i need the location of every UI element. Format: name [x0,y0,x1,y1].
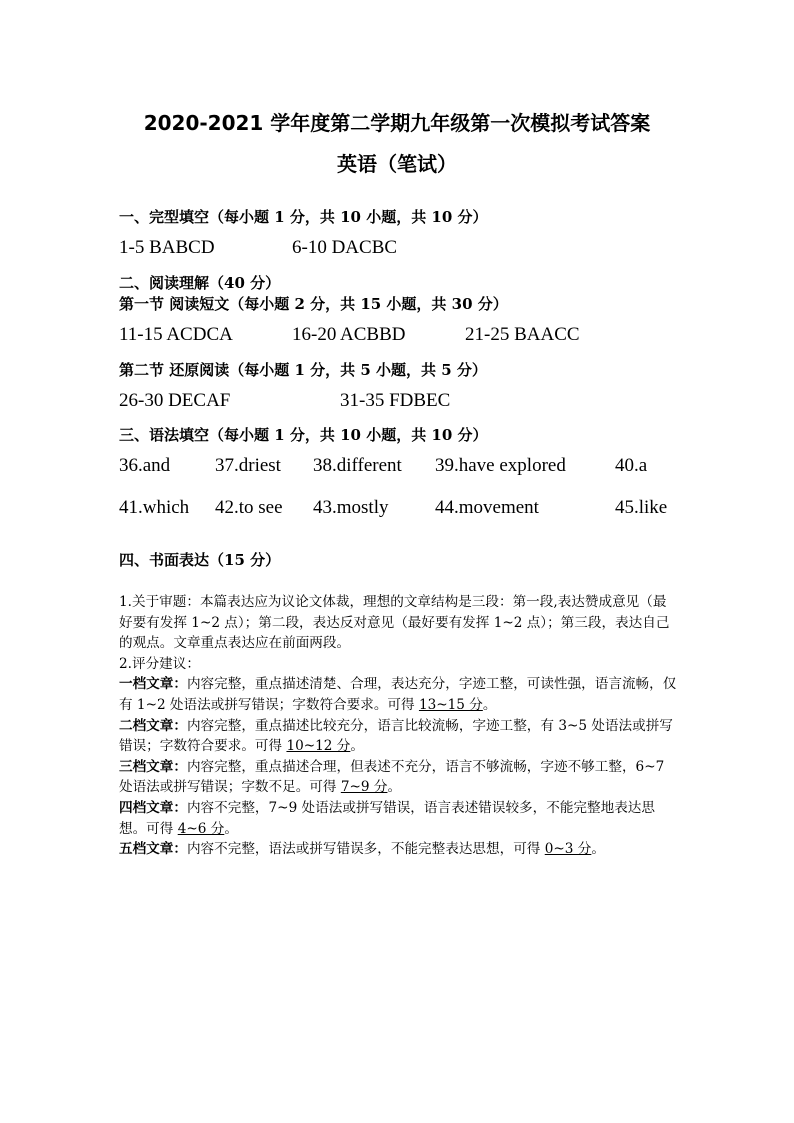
section-reading-heading: 二、阅读理解（40 分） [119,274,281,292]
grammar-answer-44: 44.movement [435,497,539,518]
writing-guidance [119,592,679,860]
reading-answers-11-15: 11-15 ACDCA [119,324,233,345]
grade-5-end: 。 [591,841,605,858]
grammar-answer-36: 36.and [119,455,171,476]
grade-4-criteria [119,798,679,839]
grade-5-text: 内容不完整，语法或拼写错误多，不能完整表达思想，可得 [186,841,545,858]
grade-5-criteria [119,839,679,860]
section-cloze-heading: 一、完型填空（每小题 1 分，共 10 小题，共 10 分） [119,208,488,226]
grade-2-end: 。 [350,738,364,755]
cloze-answers-1-5: 1-5 BABCD [119,237,215,258]
grammar-answer-45: 45.like [615,497,668,518]
grade-1-end: 。 [482,696,497,713]
reading-part1-heading: 第一节 阅读短文（每小题 2 分，共 15 小题，共 30 分） [119,295,508,313]
grade-1-label: 一档文章： [119,676,187,693]
grade-1-score: 13~15 分 [418,696,483,713]
reading-answers-21-25: 21-25 BAACC [465,324,580,345]
grammar-answer-43: 43.mostly [313,497,389,518]
grade-5-score: 0~3 分 [544,841,592,858]
cloze-answers-6-10: 6-10 DACBC [292,237,398,258]
reading-answers-31-35: 31-35 FDBEC [340,390,451,411]
reading-part2-heading: 第二节 还原阅读（每小题 1 分，共 5 小题，共 5 分） [119,361,487,379]
grammar-answer-42: 42.to see [215,497,283,518]
grade-4-text: 内容不完整，7~9 处语法或拼写错误，语言表述错误较多，不能完整地表达思想。可得 [119,799,655,837]
grammar-answer-37: 37.driest [215,455,281,476]
grammar-answer-41: 41.which [119,497,190,518]
grade-2-text: 内容完整，重点描述比较充分，语言比较流畅，字迹工整，有 3~5 处语法或拼写错误；字数符合要求。可得 [119,717,673,755]
reading-answers-26-30: 26-30 DECAF [119,390,231,411]
review-note: 1.关于审题：本篇表达应为议论文体裁，理想的文章结构是三段：第一段,表达赞成意见（最好要有发挥 1~2 点）；第二段，表达反对意见（最好要有发挥 1~2 点）；第三段，表达自己的观点。文章重点表达应在前面两段。 [119,594,670,652]
reading-answers-16-20: 16-20 ACBBD [292,324,406,345]
document-subtitle: 英语（笔试） [337,152,457,176]
grade-3-score: 7~9 分 [340,779,388,796]
grade-4-score: 4~6 分 [177,820,225,837]
grade-2-criteria [119,716,679,757]
scoring-intro: 2.评分建议： [119,655,200,672]
grammar-answer-38: 38.different [313,455,402,476]
grammar-answer-39: 39.have explored [435,455,566,476]
grade-5-label: 五档文章： [119,841,187,858]
grade-2-score: 10~12 分 [286,738,351,755]
grade-4-label: 四档文章： [119,799,187,816]
section-grammar-heading: 三、语法填空（每小题 1 分，共 10 小题，共 10 分） [119,426,488,444]
grade-2-label: 二档文章： [119,717,187,734]
grade-3-criteria [119,757,679,798]
grade-1-criteria [119,674,679,715]
grade-4-end: 。 [224,820,238,837]
grade-3-label: 三档文章： [119,758,187,775]
grade-3-text: 内容完整，重点描述合理，但表述不充分，语言不够流畅，字迹不够工整，6~7 处语法或拼写错误；字数不足。可得 [119,758,665,796]
section-writing-heading: 四、书面表达（15 分） [119,551,281,569]
grade-3-end: 。 [387,779,402,796]
document-title: 2020-2021 学年度第二学期九年级第一次模拟考试答案 [143,111,651,135]
grade-1-text: 内容完整，重点描述清楚、合理，表达充分，字迹工整，可读性强，语言流畅，仅有 1~2 处语法或拼写错误；字数符合要求。可得 [119,676,677,713]
grammar-answer-40: 40.a [615,455,648,476]
